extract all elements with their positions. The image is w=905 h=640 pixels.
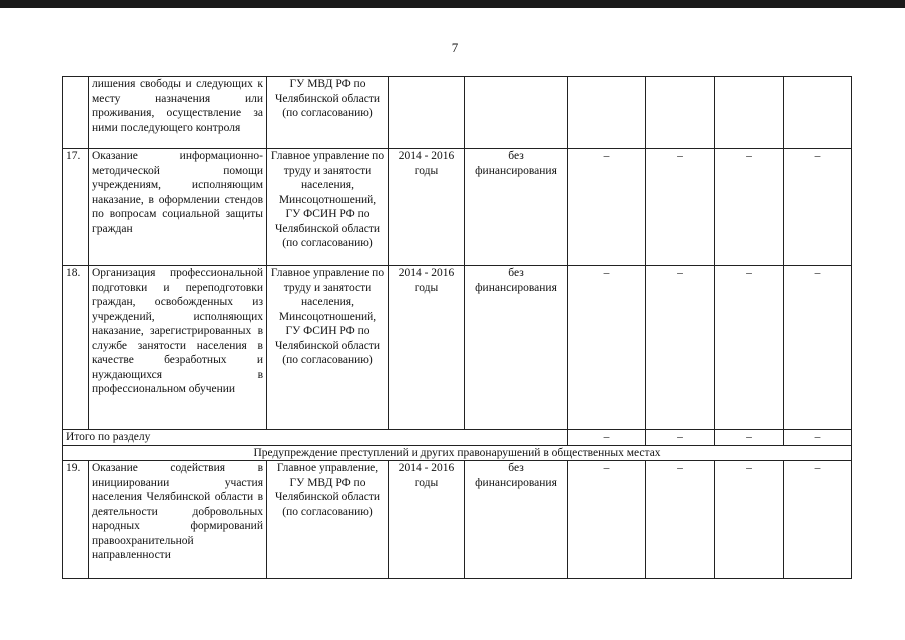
- amount-cell: [784, 77, 852, 149]
- amount-cell: –: [646, 266, 715, 430]
- executor-cell: Главное управление по труду и занятости населения, Минсоцотношений, ГУ ФСИН РФ по Челябинской области (по согласованию): [267, 266, 389, 430]
- row-number: 18.: [63, 266, 89, 430]
- executor-cell: Главное управление по труду и занятости населения, Минсоцотношений, ГУ ФСИН РФ по Челябинской области (по согласованию): [267, 149, 389, 266]
- section-heading: Предупреждение преступлений и других правонарушений в общественных местах: [63, 445, 852, 461]
- amount-cell: –: [646, 430, 715, 446]
- financing-cell: без финансирования: [465, 149, 568, 266]
- page-number: 7: [451, 40, 459, 55]
- amount-cell: [715, 77, 784, 149]
- amount-cell: –: [784, 149, 852, 266]
- period-cell: 2014 - 2016 годы: [389, 266, 465, 430]
- amount-cell: –: [646, 461, 715, 579]
- amount-cell: –: [715, 430, 784, 446]
- measure-description: Оказание содействия в инициировании участия населения Челябинской области в деятельности добровольных народных формирований правоохранительной направленности: [89, 461, 267, 579]
- amount-cell: –: [568, 461, 646, 579]
- amount-cell: –: [568, 266, 646, 430]
- measure-description: лишения свободы и следующих к месту назначения или проживания, осуществление за ними последующего контроля: [89, 77, 267, 149]
- amount-cell: –: [715, 149, 784, 266]
- period-cell: 2014 - 2016 годы: [389, 149, 465, 266]
- table-row: [63, 266, 852, 430]
- amount-cell: –: [646, 149, 715, 266]
- row-number: [63, 77, 89, 149]
- section-total-label: Итого по разделу: [63, 430, 568, 446]
- executor-cell: ГУ МВД РФ по Челябинской области (по согласованию): [267, 77, 389, 149]
- amount-cell: [568, 77, 646, 149]
- amount-cell: [646, 77, 715, 149]
- period-cell: [389, 77, 465, 149]
- program-table: [62, 76, 852, 579]
- amount-cell: –: [784, 430, 852, 446]
- amount-cell: –: [784, 461, 852, 579]
- measure-description: Оказание информационно-методической помощи учреждениям, исполняющим наказание, в оформлении стендов по вопросам социальной защиты граждан: [89, 149, 267, 266]
- table-row: [63, 77, 852, 149]
- section-heading-row: [63, 445, 852, 461]
- amount-cell: –: [784, 266, 852, 430]
- period-cell: 2014 - 2016 годы: [389, 461, 465, 579]
- section-total-row: [63, 430, 852, 446]
- table-row: [63, 461, 852, 579]
- financing-cell: без финансирования: [465, 266, 568, 430]
- financing-cell: [465, 77, 568, 149]
- amount-cell: –: [715, 461, 784, 579]
- table-row: [63, 149, 852, 266]
- scan-top-border: [0, 0, 905, 8]
- financing-cell: без финансирования: [465, 461, 568, 579]
- row-number: 17.: [63, 149, 89, 266]
- measure-description: Организация профессиональной подготовки и переподготовки граждан, освобожденных из учреждений, исполняющих наказание, зарегистрированных в службе занятости населения в качестве безработных и нуждающихся в профессиональном обучении: [89, 266, 267, 430]
- row-number: 19.: [63, 461, 89, 579]
- executor-cell: Главное управление, ГУ МВД РФ по Челябинской области (по согласованию): [267, 461, 389, 579]
- amount-cell: –: [568, 430, 646, 446]
- amount-cell: –: [568, 149, 646, 266]
- amount-cell: –: [715, 266, 784, 430]
